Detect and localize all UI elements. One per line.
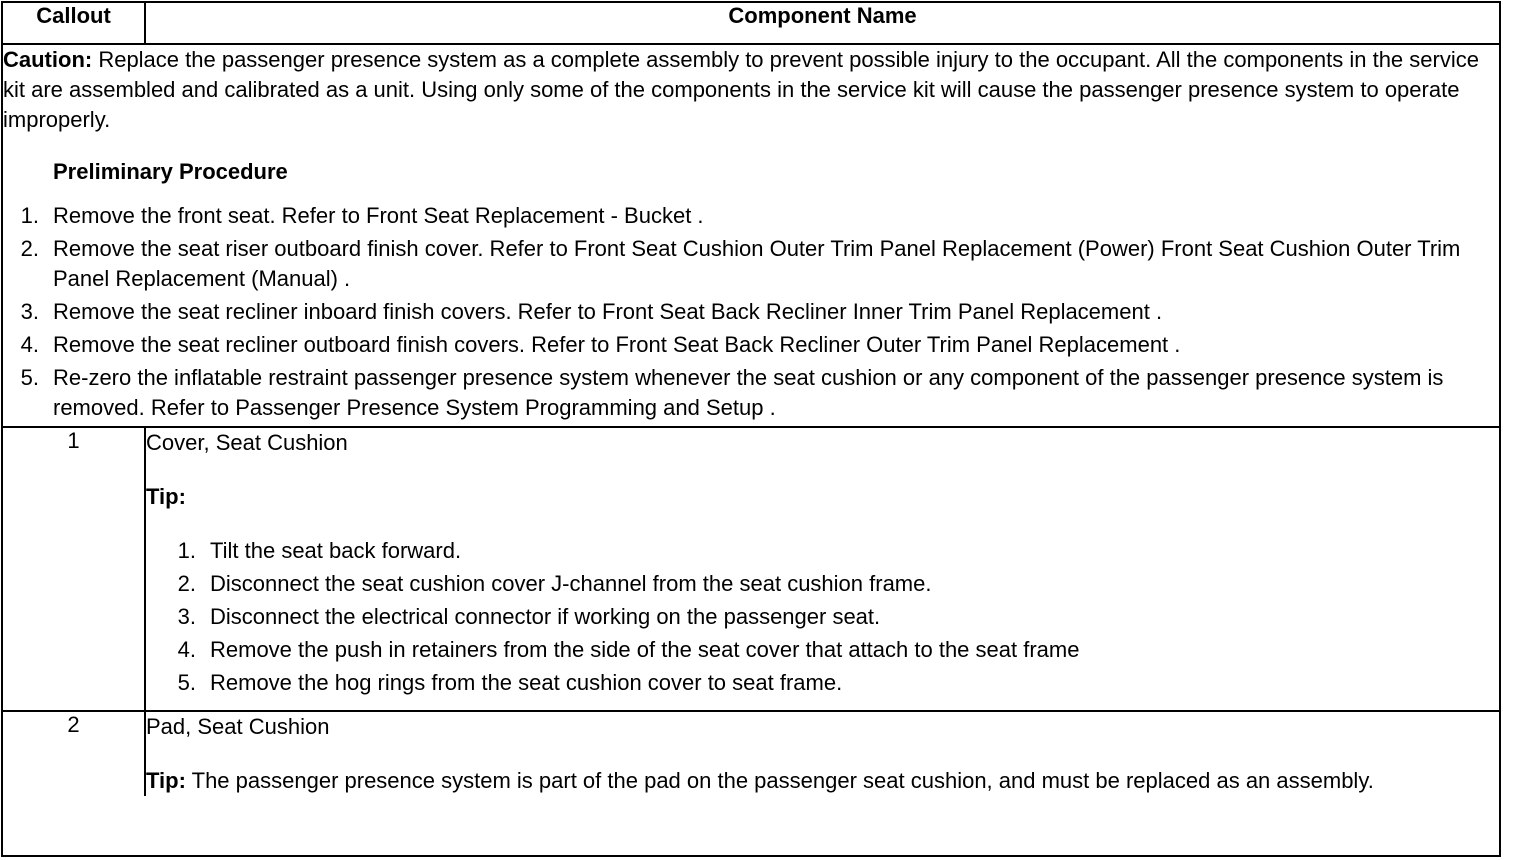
list-item: 2. Remove the seat riser outboard finish cover. Refer to Front Seat Cushion Outer Trim Panel Replacement (Power) Front Seat Cushion Outer Trim Panel Replacement (Manual) . <box>20 236 1461 291</box>
list-item: 1. Tilt the seat back forward. <box>177 538 462 563</box>
tip-label: Tip <box>146 484 179 509</box>
callout-column-header: Callout <box>3 3 145 44</box>
tip-colon: : <box>178 484 186 509</box>
callout-number: 2 <box>3 711 145 796</box>
tip-label: Tip: <box>146 768 186 793</box>
list-item: 4. Remove the push in retainers from the side of the seat cover that attach to the seat frame <box>177 637 1080 662</box>
component-name-column-header: Component Name <box>145 3 1499 44</box>
caution-paragraph <box>3 45 1499 135</box>
list-item: 3. Disconnect the electrical connector if working on the passenger seat. <box>177 604 881 629</box>
table-header-row <box>3 3 1499 44</box>
list-item: 4. Remove the seat recliner outboard finish covers. Refer to Front Seat Back Recliner Outer Trim Panel Replacement . <box>20 332 1181 357</box>
list-item: 1. Remove the front seat. Refer to Front Seat Replacement - Bucket . <box>20 203 704 228</box>
component-name: Cover, Seat Cushion <box>146 430 348 455</box>
table-row <box>3 711 1499 796</box>
tip-line <box>146 766 1499 796</box>
component-name: Pad, Seat Cushion <box>146 714 330 739</box>
caution-text: Replace the passenger presence system as a complete assembly to prevent possible injury to the occupant. All the components in the service kit are assembled and calibrated as a unit. Using only some of the components in the service kit will cause the passenger presence system to operate improperly. <box>3 47 1479 132</box>
table-row <box>3 427 1499 711</box>
preliminary-procedure-heading: Preliminary Procedure <box>53 159 288 184</box>
tip-steps-list <box>160 536 1499 698</box>
caution-label: Caution: <box>3 47 93 72</box>
list-item: 5. Remove the hog rings from the seat cushion cover to seat frame. <box>177 670 843 695</box>
caution-row <box>3 44 1499 427</box>
component-table <box>3 3 1499 796</box>
component-cell <box>145 711 1499 796</box>
caution-cell <box>3 44 1499 427</box>
callout-number: 1 <box>3 427 145 711</box>
tip-line <box>146 482 1499 512</box>
list-item: 2. Disconnect the seat cushion cover J-channel from the seat cushion frame. <box>177 571 932 596</box>
preliminary-steps-list <box>3 201 1499 423</box>
component-cell <box>145 427 1499 711</box>
list-item: 5. Re-zero the inflatable restraint passenger presence system whenever the seat cushion or any component of the passenger presence system is removed. Refer to Passenger Presence System Programming and Setup . <box>20 365 1444 420</box>
tip-text: The passenger presence system is part of the pad on the passenger seat cushion, and must be replaced as an assembly. <box>185 768 1374 793</box>
list-item: 3. Remove the seat recliner inboard finish covers. Refer to Front Seat Back Recliner Inner Trim Panel Replacement . <box>20 299 1163 324</box>
component-table-frame <box>1 1 1501 857</box>
